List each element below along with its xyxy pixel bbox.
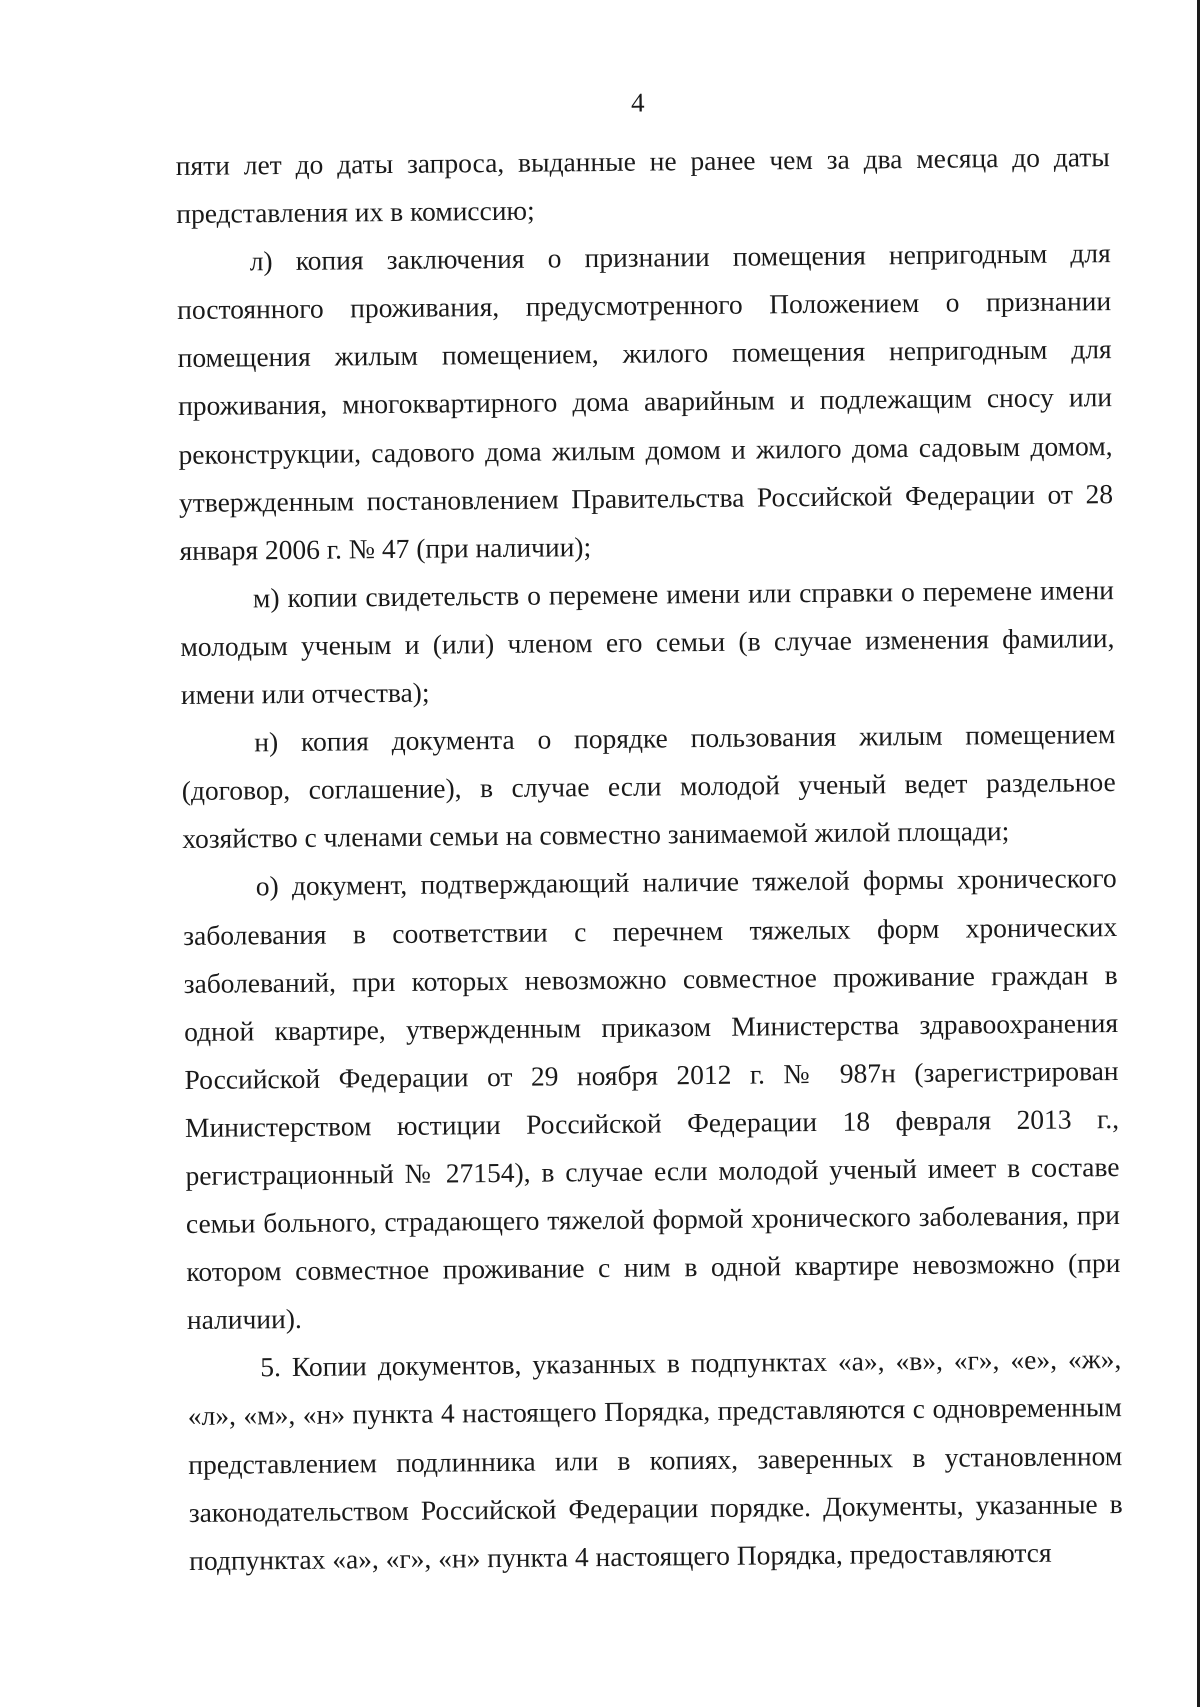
paragraph-continuation: пяти лет до даты запроса, выданные не ранее чем за два месяца до даты представления их в комиссию; [175,141,1110,230]
paragraph-item-o: о) документ, подтверждающий наличие тяжелой формы хронического заболевания в соответствии с перечнем тяжелых форм хронических заболеваний, при которых невозможно совместное проживание граждан в одной квартире, утвержденным приказом Министерства здравоохранения Российской Федерации от 29 ноября 2012 г. № 987н (зарегистрирован Министерством юстиции Российской Федерации 18 февраля 2013 г., регистрационный № 27154), в случае если молодой ученый имеет в составе семьи больного, страдающего тяжелой формой хронического заболевания, при котором совместное проживание с ним в одной квартире невозможно (при наличии). [183,862,1121,1336]
paragraph-clause-5: 5. Копии документов, указанных в подпунктах «а», «в», «г», «е», «ж», «л», «м», «н» пункта 4 настоящего Порядка, представляются с одновременным представлением подлинника или в копиях, заверенных в установленном законодательством Российской Федерации порядке. Документы, указанные в подпунктах «а», «г», «н» пункта 4 настоящего Порядка, предоставляются [187,1343,1123,1576]
page-number: 4 [630,87,645,118]
document-body [176,133,1124,1585]
paragraph-item-l: л) копия заключения о признании помещения непригодным для постоянного проживания, предусмотренного Положением о признании помещения жилым помещением, жилого помещения непригодным для проживания, многоквартирного дома аварийным и подлежащим сносу или реконструкции, садового дома жилым домом и жилого дома садовым домом, утвержденным постановлением Правительства Российской Федерации от 28 января 2006 г. № 47 (при наличии); [177,237,1114,566]
paragraph-item-n: н) копия документа о порядке пользования жилым помещением (договор, соглашение), в случае если молодой ученый ведет раздельное хозяйство с членами семьи на совместно занимаемой жилой площади; [181,718,1116,855]
paragraph-item-m: м) копии свидетельств о перемене имени или справки о перемене имени молодым ученым и (или) членом его семьи (в случае изменения фамилии, имени или отчества); [180,573,1115,711]
